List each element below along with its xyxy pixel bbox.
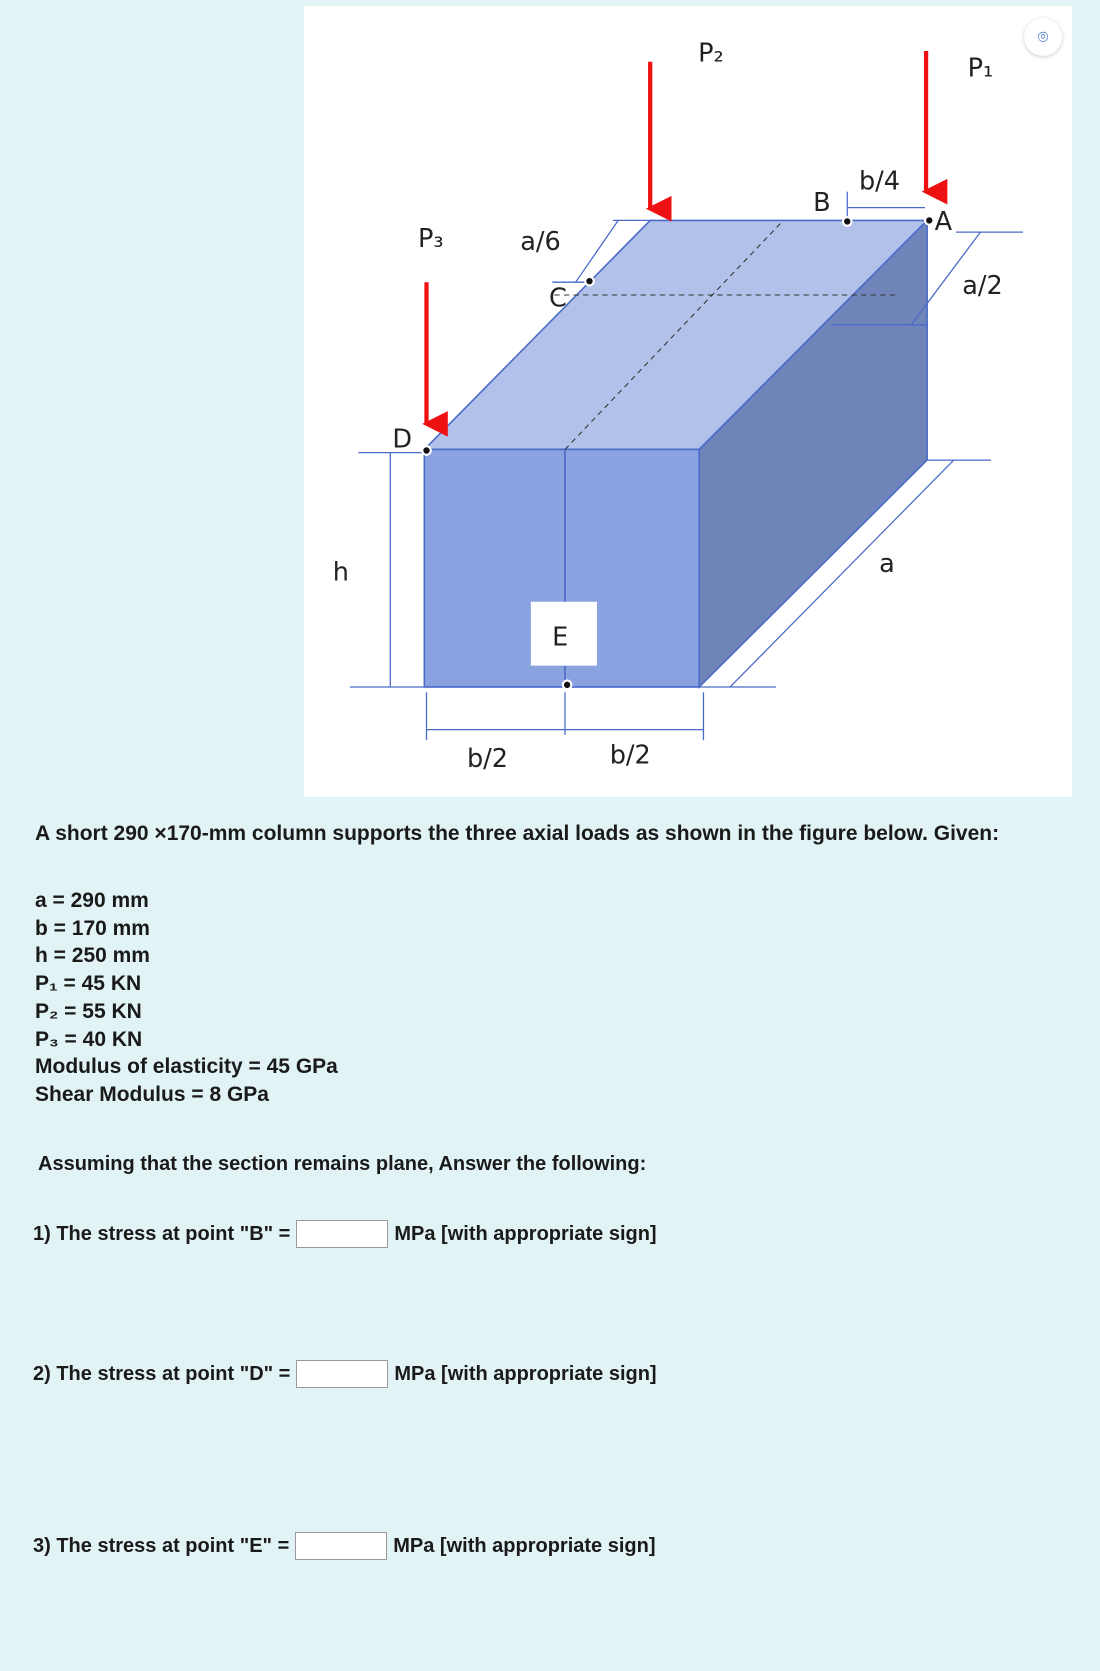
given-item: h = 250 mm bbox=[35, 944, 150, 968]
unit-label: MPa [with appropriate sign] bbox=[394, 1362, 657, 1385]
label-a6: a/6 bbox=[520, 227, 561, 258]
label-p1: P₁ bbox=[967, 53, 994, 84]
label-c: C bbox=[548, 283, 567, 314]
given-item: P₃ = 40 KN bbox=[35, 1027, 143, 1051]
stress-e-input[interactable] bbox=[295, 1532, 387, 1560]
given-item: b = 170 mm bbox=[35, 916, 150, 940]
label-a: a bbox=[879, 548, 895, 579]
assumption-text: Assuming that the section remains plane, Answer the following: bbox=[38, 1153, 647, 1175]
question-2 bbox=[33, 1360, 657, 1388]
given-item: Modulus of elasticity = 45 GPa bbox=[35, 1055, 338, 1079]
label-a2: a/2 bbox=[962, 270, 1003, 301]
question-label: 2) The stress at point "D" = bbox=[33, 1362, 291, 1385]
visual-search-icon[interactable]: ⌾ bbox=[1024, 18, 1062, 56]
label-b2-left: b/2 bbox=[466, 743, 509, 774]
label-b2-right: b/2 bbox=[609, 740, 651, 771]
stress-d-input[interactable] bbox=[296, 1360, 388, 1388]
figure-panel bbox=[304, 6, 1072, 797]
question-label: 1) The stress at point "B" = bbox=[33, 1222, 291, 1245]
label-a-point: A bbox=[934, 207, 953, 238]
label-b: B bbox=[813, 187, 831, 218]
problem-intro: A short 290 ×170-mm column supports the three axial loads as shown in the figure below. Given: bbox=[35, 822, 1000, 845]
question-3 bbox=[33, 1532, 656, 1560]
column-diagram bbox=[304, 6, 1072, 797]
unit-label: MPa [with appropriate sign] bbox=[393, 1534, 656, 1557]
label-p3: P₃ bbox=[417, 224, 444, 255]
label-p2: P₂ bbox=[698, 38, 724, 69]
stress-b-input[interactable] bbox=[296, 1220, 388, 1248]
given-item: a = 290 mm bbox=[35, 889, 149, 912]
given-list bbox=[35, 887, 338, 1109]
label-e: E bbox=[552, 622, 569, 653]
given-item: Shear Modulus = 8 GPa bbox=[35, 1082, 269, 1106]
given-item: P₁ = 45 KN bbox=[35, 972, 142, 996]
question-1 bbox=[33, 1220, 657, 1248]
label-d: D bbox=[392, 424, 413, 455]
unit-label: MPa [with appropriate sign] bbox=[394, 1222, 657, 1245]
question-label: 3) The stress at point "E" = bbox=[33, 1534, 290, 1557]
label-h: h bbox=[332, 557, 349, 588]
label-b4: b/4 bbox=[858, 166, 901, 197]
given-item: P₂ = 55 KN bbox=[35, 999, 142, 1023]
